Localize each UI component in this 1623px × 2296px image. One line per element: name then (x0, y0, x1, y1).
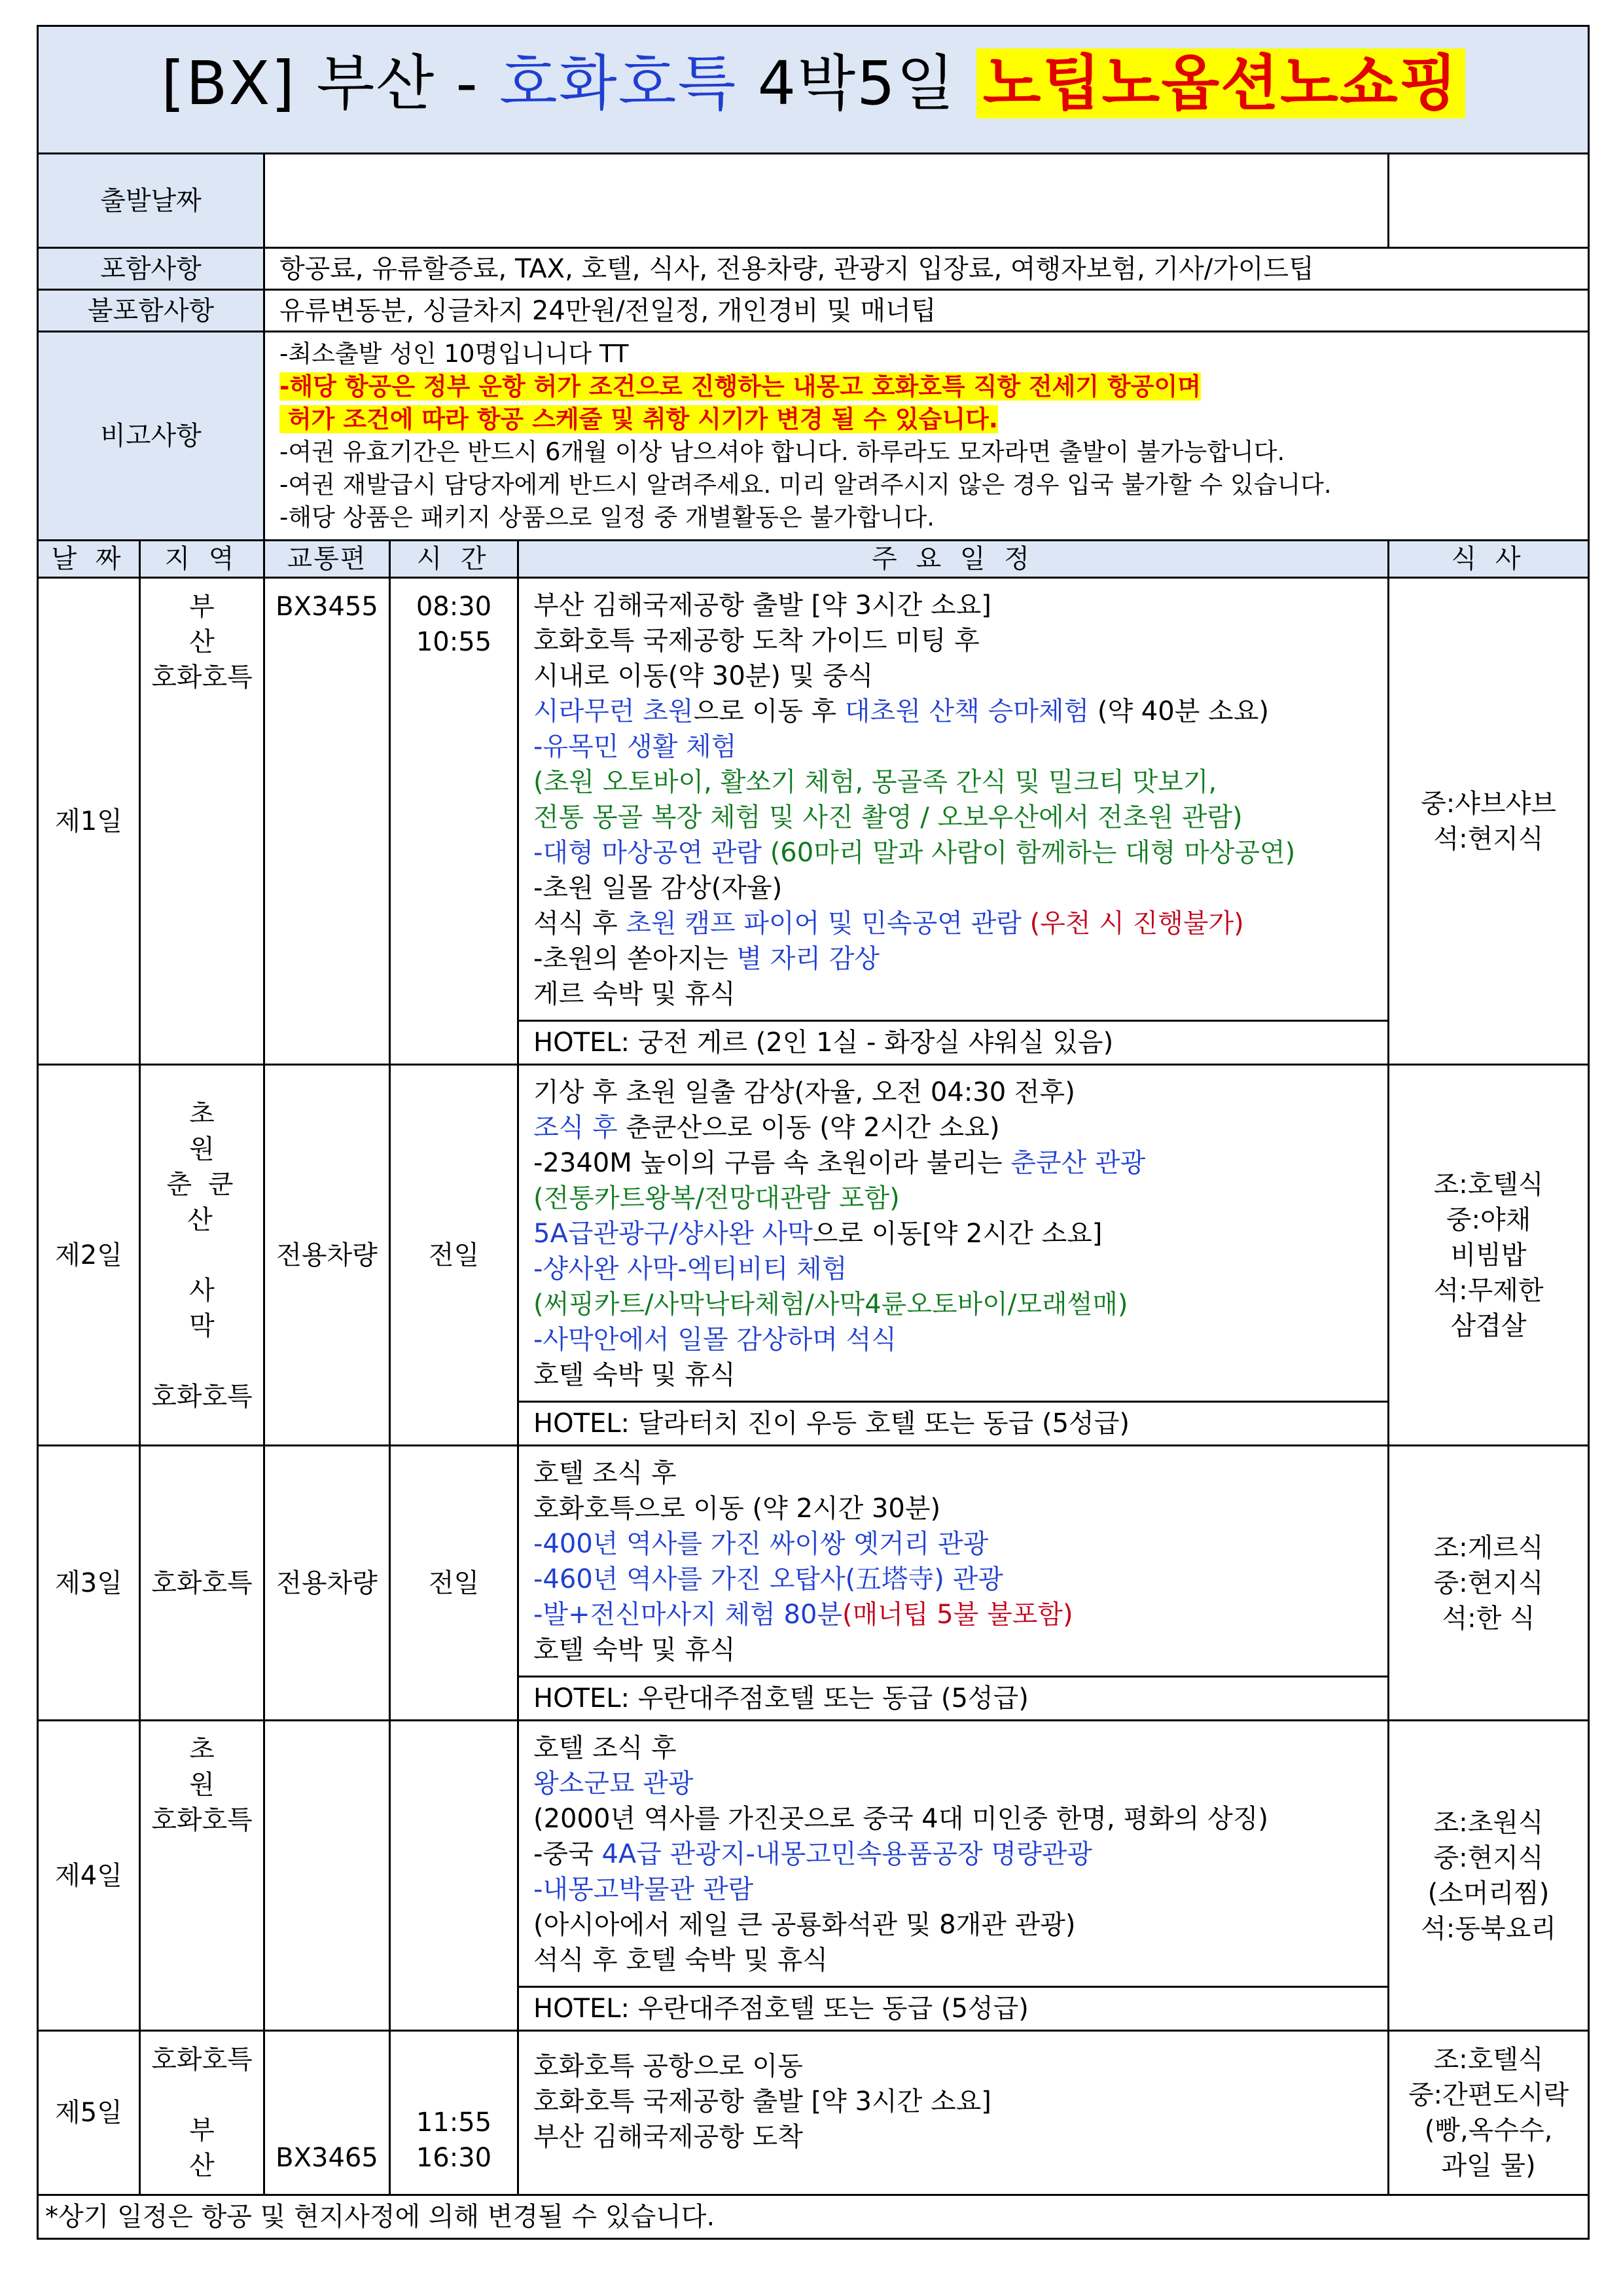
note-item (279, 370, 1577, 403)
schedule-line: (전통카트왕복/전망대관람 포함) (533, 1183, 900, 1213)
schedule-line: (써핑카트/사막낙타체험/사막4륜오토바이/모래썰매) (533, 1289, 1128, 1319)
note-highlight: 허가 조건에 따라 항공 스케줄 및 취항 시기가 변경 될 수 있습니다. (279, 405, 998, 433)
schedule-highlight: 별 자리 감상 (736, 944, 880, 974)
meal-item: 석:동북요리 (1421, 1913, 1556, 1944)
day-region: 호화호특 (140, 1446, 264, 1721)
schedule-line (533, 941, 1376, 977)
title-city: 호화호특 (499, 48, 738, 118)
schedule-line: -내몽고박물관 관람 (533, 1874, 754, 1905)
meal-item: 비빔밥 (1450, 1240, 1527, 1270)
meal-item: 석:현지식 (1433, 823, 1544, 854)
schedule-text: (60마리 말과 사람이 함께하는 대형 마상공연) (761, 838, 1296, 868)
page-title (161, 48, 1465, 118)
region-line: 호화호특 (151, 1805, 253, 1835)
schedule-highlight: -발+전신마사지 체험 80분 (533, 1600, 843, 1630)
schedule-warning: (우천 시 진행불가) (1021, 908, 1244, 939)
schedule-line (533, 835, 1376, 870)
schedule-highlight: 4A급 관광지-내몽고민속용품공장 명량관광 (601, 1839, 1092, 1869)
included-row (38, 248, 1589, 290)
day-time: 전일 (390, 1446, 518, 1721)
day-label: 제1일 (38, 578, 140, 1065)
notes-row (38, 332, 1589, 541)
meal-item: 중:간편도시락 (1408, 2080, 1569, 2110)
region-line: 호화호특 (151, 2045, 253, 2075)
meal-item: 중:야채 (1446, 1204, 1531, 1235)
schedule-line: -초원 일몰 감상(자율) (533, 873, 783, 903)
day-schedule (518, 1065, 1389, 1446)
schedule-text: 춘쿤산으로 이동 (약 2시간 소요) (617, 1113, 1000, 1143)
hotel-info: HOTEL: 궁전 게르 (2인 1실 - 화장실 샤워실 있음) (519, 1020, 1387, 1064)
schedule-text: (약 40분 소요) (1089, 696, 1269, 726)
day-region (140, 1065, 264, 1446)
schedule-line (533, 1837, 1376, 1872)
day-row (38, 578, 1589, 1065)
header-meal: 식 사 (1389, 541, 1589, 578)
day-transport (264, 1721, 390, 2031)
excluded-row (38, 290, 1589, 332)
schedule-line: (2000년 역사를 가진곳으로 중국 4대 미인중 한명, 평화의 상징) (533, 1804, 1268, 1834)
meal-item: 조:호텔식 (1433, 1169, 1544, 1200)
schedule-line: 전통 몽골 복장 체험 및 사진 촬영 / 오보우산에서 전초원 관람) (533, 802, 1243, 833)
schedule-line (533, 694, 1376, 729)
region-line: 초 원 (189, 1098, 234, 1164)
note-item: -최소출발 성인 10명입니니다 TT (279, 340, 629, 368)
region-line: 호화호특 (151, 662, 253, 692)
meal-item: 과일 물) (1441, 2151, 1536, 2181)
hotel-info: HOTEL: 우란대주점호텔 또는 동급 (5성급) (519, 1986, 1387, 2030)
schedule-line: -유목민 생활 체험 (533, 732, 737, 762)
title-row (38, 26, 1589, 154)
schedule-line: 석식 후 호텔 숙박 및 휴식 (533, 1945, 828, 1975)
day-transport: BX3455 (264, 578, 390, 1065)
schedule-line: 호화호특 국제공항 출발 [약 3시간 소요] (533, 2087, 991, 2117)
header-transport: 교통편 (264, 541, 390, 578)
region-line: 부 산 (189, 592, 234, 657)
day-time: 전일 (390, 1065, 518, 1446)
meal-item: 조:초원식 (1433, 1807, 1544, 1838)
schedule-line: 호텔 숙박 및 휴식 (533, 1635, 736, 1665)
schedule-text: 으로 이동[약 2시간 소요] (812, 1219, 1103, 1249)
time-depart: 08:30 (416, 592, 492, 622)
meal-item: 석:무제한 (1433, 1275, 1544, 1306)
day-schedule (518, 578, 1389, 1065)
day-meals (1389, 1065, 1589, 1446)
included-value: 항공료, 유류할증료, TAX, 호텔, 식사, 전용차량, 관광지 입장료, 여행자보험, 기사/가이드팁 (264, 248, 1589, 290)
day-time (390, 2031, 518, 2195)
schedule-highlight: -대형 마상공연 관람 (533, 838, 762, 868)
footer-row (38, 2195, 1589, 2239)
day-region (140, 578, 264, 1065)
time-arrive: 10:55 (416, 627, 492, 657)
meal-item: 중:현지식 (1433, 1568, 1544, 1598)
day-transport: 전용차량 (264, 1065, 390, 1446)
region-spacer (146, 1238, 258, 1273)
day-schedule (518, 2031, 1389, 2195)
schedule-line: -사막안에서 일몰 감상하며 석식 (533, 1325, 897, 1355)
schedule-line: -샹사완 사막-엑티비티 체험 (533, 1254, 847, 1284)
footer-note: *상기 일정은 항공 및 현지사정에 의해 변경될 수 있습니다. (38, 2195, 1589, 2239)
schedule-text: -초원의 쏟아지는 (533, 944, 737, 974)
meal-item: 삼겹살 (1450, 1310, 1527, 1341)
schedule-highlight: 초원 캠프 파이어 및 민속공연 관람 (626, 908, 1022, 939)
schedule-highlight: 조식 후 (533, 1113, 618, 1143)
schedule-line: 호텔 조식 후 (533, 1458, 677, 1488)
day-label: 제5일 (38, 2031, 140, 2195)
meal-item: (소머리찜) (1427, 1878, 1550, 1909)
itinerary-sheet (37, 25, 1588, 2240)
departure-label: 출발날짜 (38, 154, 264, 248)
title-duration: 4박5일 (737, 48, 976, 118)
included-label: 포함사항 (38, 248, 264, 290)
day-row (38, 1065, 1589, 1446)
schedule-line: 부산 김해국제공항 출발 [약 3시간 소요] (533, 590, 991, 620)
day-row (38, 1446, 1589, 1721)
schedule-line: 게르 숙박 및 휴식 (533, 979, 736, 1009)
note-item: -해당 상품은 패키지 상품으로 일정 중 개별활동은 불가합니다. (279, 503, 935, 531)
title-cell (38, 26, 1589, 154)
day-meals (1389, 1446, 1589, 1721)
meal-item: 석:한 식 (1442, 1603, 1535, 1634)
day-meals (1389, 2031, 1589, 2195)
schedule-line: 기상 후 초원 일출 감상(자율, 오전 04:30 전후) (533, 1077, 1075, 1107)
schedule-line: 호화호특 공항으로 이동 (533, 2051, 803, 2081)
title-highlight: 노팁노옵션노쇼핑 (976, 48, 1465, 118)
region-line: 호화호특 (151, 1381, 253, 1412)
day-schedule (518, 1721, 1389, 2031)
schedule-highlight: 시라무런 초원 (533, 696, 694, 726)
schedule-text: -중국 (533, 1839, 602, 1869)
time-depart: 11:55 (416, 2108, 492, 2138)
schedule-line: (초원 오토바이, 활쏘기 체험, 몽골족 간식 및 밀크티 맛보기, (533, 767, 1217, 797)
schedule-line: 호텔 조식 후 (533, 1733, 677, 1763)
schedule-line: 부산 김해국제공항 도착 (533, 2122, 803, 2152)
schedule-line: 호텔 숙박 및 휴식 (533, 1360, 736, 1390)
day-time (390, 1721, 518, 2031)
schedule-line: 왕소군묘 관광 (533, 1768, 694, 1799)
day-label: 제4일 (38, 1721, 140, 2031)
day-transport: 전용차량 (264, 1446, 390, 1721)
day-region (140, 1721, 264, 2031)
hotel-info: HOTEL: 달라터치 진이 우등 호텔 또는 동급 (5성급) (519, 1401, 1387, 1444)
meal-item: 중:샤브샤브 (1421, 788, 1556, 819)
day-label: 제2일 (38, 1065, 140, 1446)
note-highlight: -해당 항공은 정부 운항 허가 조건으로 진행하는 내몽고 호화호특 직항 전세기 항공이며 (279, 372, 1202, 401)
schedule-line: (아시아에서 제일 큰 공룡화석관 및 8개관 관광) (533, 1910, 1076, 1940)
day-meals (1389, 1721, 1589, 2031)
excluded-value: 유류변동분, 싱글차지 24만원/전일정, 개인경비 및 매너팁 (264, 290, 1589, 332)
meal-item: (빵,옥수수, (1424, 2115, 1553, 2145)
day-time (390, 578, 518, 1065)
schedule-text: 석식 후 (533, 908, 626, 939)
header-schedule: 주 요 일 정 (518, 541, 1389, 578)
time-arrive: 16:30 (416, 2143, 492, 2173)
schedule-line (533, 1597, 1376, 1632)
region-spacer (146, 1344, 258, 1379)
excluded-label: 불포함사항 (38, 290, 264, 332)
notes-label: 비고사항 (38, 332, 264, 541)
day-transport: BX3465 (264, 2031, 390, 2195)
region-line: 부 산 (189, 2115, 234, 2181)
schedule-line (533, 1216, 1376, 1251)
meal-item: 조:호텔식 (1433, 2045, 1544, 2075)
note-item: -여권 유효기간은 반드시 6개월 이상 남으셔야 합니다. 하루라도 모자라면 출발이 불가능합니다. (279, 438, 1285, 466)
region-line: 사 막 (189, 1275, 234, 1341)
departure-date-2 (1389, 154, 1589, 248)
schedule-line: -460년 역사를 가진 오탑사(五塔寺) 관광 (533, 1564, 1003, 1594)
schedule-line (533, 1145, 1376, 1181)
schedule-header-row (38, 541, 1589, 578)
departure-date-1 (264, 154, 1389, 248)
day-label: 제3일 (38, 1446, 140, 1721)
title-prefix: [BX] 부산 - (161, 48, 499, 118)
meal-item: 조:게르식 (1433, 1532, 1544, 1563)
schedule-text: -2340M 높이의 구름 속 초원이라 불리는 (533, 1148, 1011, 1178)
header-date: 날 짜 (38, 541, 140, 578)
schedule-warning: (매너팁 5불 불포함) (842, 1600, 1073, 1630)
schedule-highlight: 대초원 산책 승마체험 (844, 696, 1090, 726)
day-region (140, 2031, 264, 2195)
note-item (279, 403, 1577, 436)
day-meals (1389, 578, 1589, 1065)
region-line: 춘 쿤 산 (166, 1169, 238, 1235)
schedule-line: 호화호특으로 이동 (약 2시간 30분) (533, 1494, 941, 1524)
schedule-line (533, 906, 1376, 941)
schedule-line: -400년 역사를 가진 싸이쌍 옛거리 관광 (533, 1529, 989, 1559)
schedule-text: 으로 이동 후 (693, 696, 845, 726)
header-region: 지 역 (140, 541, 264, 578)
schedule-line: 호화호특 국제공항 도착 가이드 미팅 후 (533, 626, 980, 656)
departure-row (38, 154, 1589, 248)
note-item: -여권 재발급시 담당자에게 반드시 알려주세요. 미리 알려주시지 않은 경우 입국 불가할 수 있습니다. (279, 471, 1332, 499)
meal-item: 중:현지식 (1433, 1842, 1544, 1873)
day-row (38, 2031, 1589, 2195)
day-schedule (518, 1446, 1389, 1721)
region-spacer (146, 2077, 258, 2113)
schedule-highlight: 5A급관광구/샹사완 사막 (533, 1219, 813, 1249)
region-line: 초 원 (189, 1734, 234, 1800)
notes-list (264, 332, 1589, 541)
day-row (38, 1721, 1589, 2031)
header-time: 시 간 (390, 541, 518, 578)
schedule-line (533, 1110, 1376, 1145)
schedule-line: 시내로 이동(약 30분) 및 중식 (533, 661, 874, 691)
hotel-info: HOTEL: 우란대주점호텔 또는 동급 (5성급) (519, 1676, 1387, 1719)
schedule-highlight: 춘쿤산 관광 (1010, 1148, 1146, 1178)
itinerary-table (37, 25, 1590, 2240)
